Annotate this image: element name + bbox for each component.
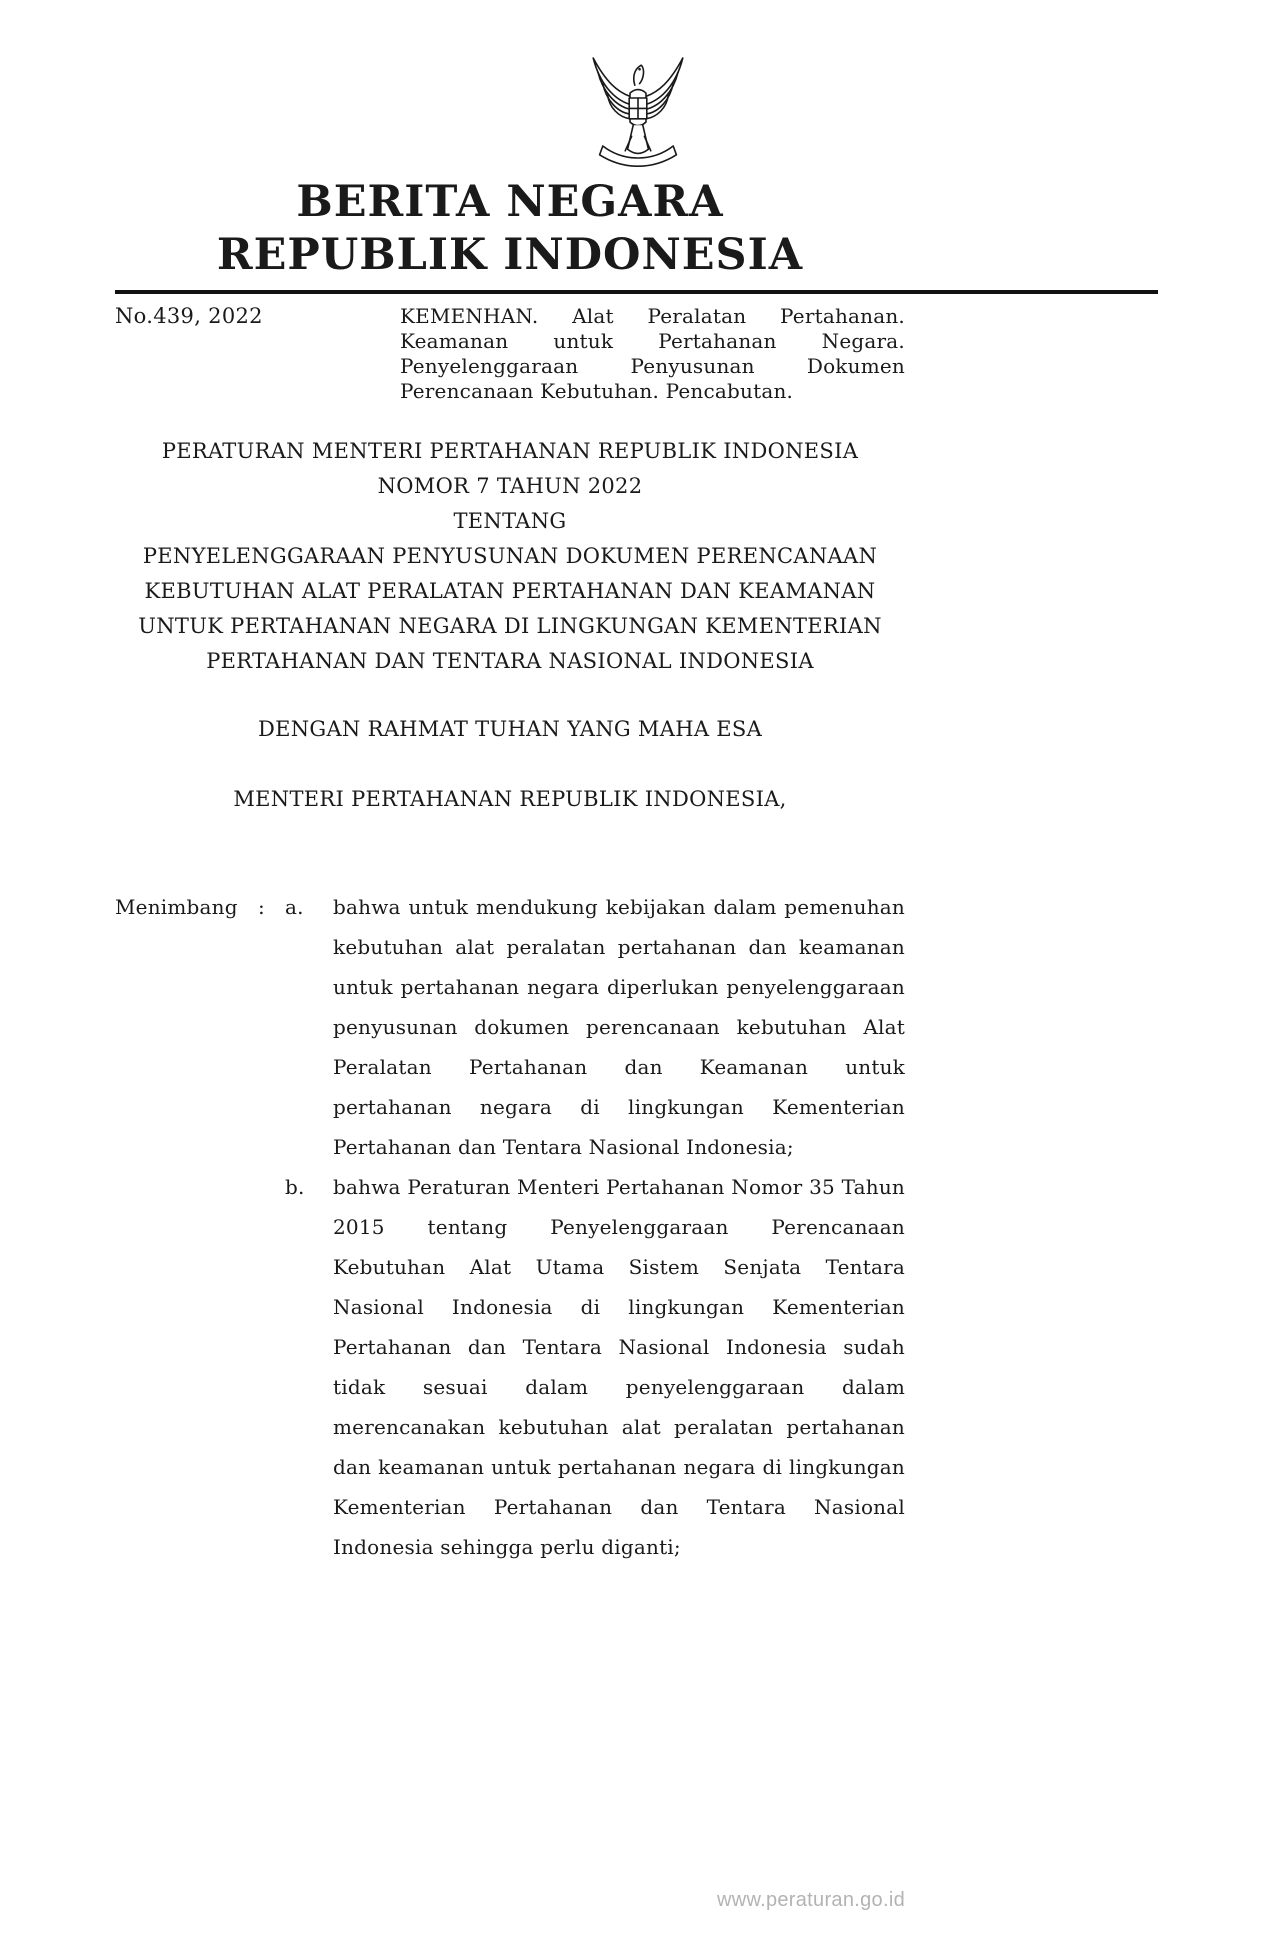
emblem-container xyxy=(0,0,1275,170)
masthead xyxy=(115,176,905,282)
item-text: bahwa untuk mendukung kebijakan dalam pemenuhan kebutuhan alat peralatan pertahanan dan keamanan untuk pertahanan negara diperlukan penyelenggaraan penyusunan dokumen perencanaan kebutuhan Alat Peralatan Pertahanan dan Keamanan untuk pertahanan negara di lingkungan Kementerian Pertahanan dan Tentara Nasional Indonesia; xyxy=(333,895,905,1159)
regulation-title-block xyxy=(115,434,905,679)
gazette-number: No.439, 2022 xyxy=(115,304,263,328)
considerations-separator: : xyxy=(258,895,265,919)
regulation-heading-line3: TENTANG xyxy=(453,509,567,533)
considerations-separator-empty xyxy=(258,1167,285,1567)
masthead-rule xyxy=(115,290,1158,294)
gazette-header xyxy=(115,304,905,404)
garuda-pancasila-emblem xyxy=(582,42,694,170)
issuer-line: MENTERI PERTAHANAN REPUBLIK INDONESIA, xyxy=(233,787,787,811)
regulation-subject: PENYELENGGARAAN PENYUSUNAN DOKUMEN PERENCANAAN KEBUTUHAN ALAT PERALATAN PERTAHANAN DAN KEAMANAN UNTUK PERTAHANAN NEGARA DI LINGKUNGAN KEMENTERIAN PERTAHANAN DAN TENTARA NASIONAL INDONESIA xyxy=(138,544,882,673)
considerations-label-empty xyxy=(115,1167,258,1567)
footer-watermark: www.peraturan.go.id xyxy=(716,1889,905,1911)
masthead-title-line1: BERITA NEGARA xyxy=(296,177,724,227)
invocation-line: DENGAN RAHMAT TUHAN YANG MAHA ESA xyxy=(257,717,763,741)
considerations-block xyxy=(115,887,905,1567)
consideration-item xyxy=(115,887,905,1167)
item-letter: a. xyxy=(285,895,304,919)
item-text: bahwa Peraturan Menteri Pertahanan Nomor 35 Tahun 2015 tentang Penyelenggaraan Perencanaan Kebutuhan Alat Utama Sistem Senjata Tentara Nasional Indonesia di lingkungan Kementerian Pertahanan dan Tentara Nasional Indonesia sudah tidak sesuai dalam penyelenggaraan dalam merencanakan kebutuhan alat peralatan pertahanan dan keamanan untuk pertahanan negara di lingkungan Kementerian Pertahanan dan Tentara Nasional Indonesia sehingga perlu diganti; xyxy=(333,1175,905,1559)
item-letter: b. xyxy=(285,1175,305,1199)
regulation-heading-line1: PERATURAN MENTERI PERTAHANAN REPUBLIK INDONESIA xyxy=(161,439,859,463)
consideration-item xyxy=(115,1167,905,1567)
regulation-heading-line2: NOMOR 7 TAHUN 2022 xyxy=(377,474,643,498)
gazette-abstract: KEMENHAN. Alat Peralatan Pertahanan. Keamanan untuk Pertahanan Negara. Penyelenggaraan Penyusunan Dokumen Perencanaan Kebutuhan. Pencabutan. xyxy=(400,304,905,403)
considerations-label: Menimbang xyxy=(115,895,238,919)
masthead-title-line2: REPUBLIK INDONESIA xyxy=(216,230,804,280)
